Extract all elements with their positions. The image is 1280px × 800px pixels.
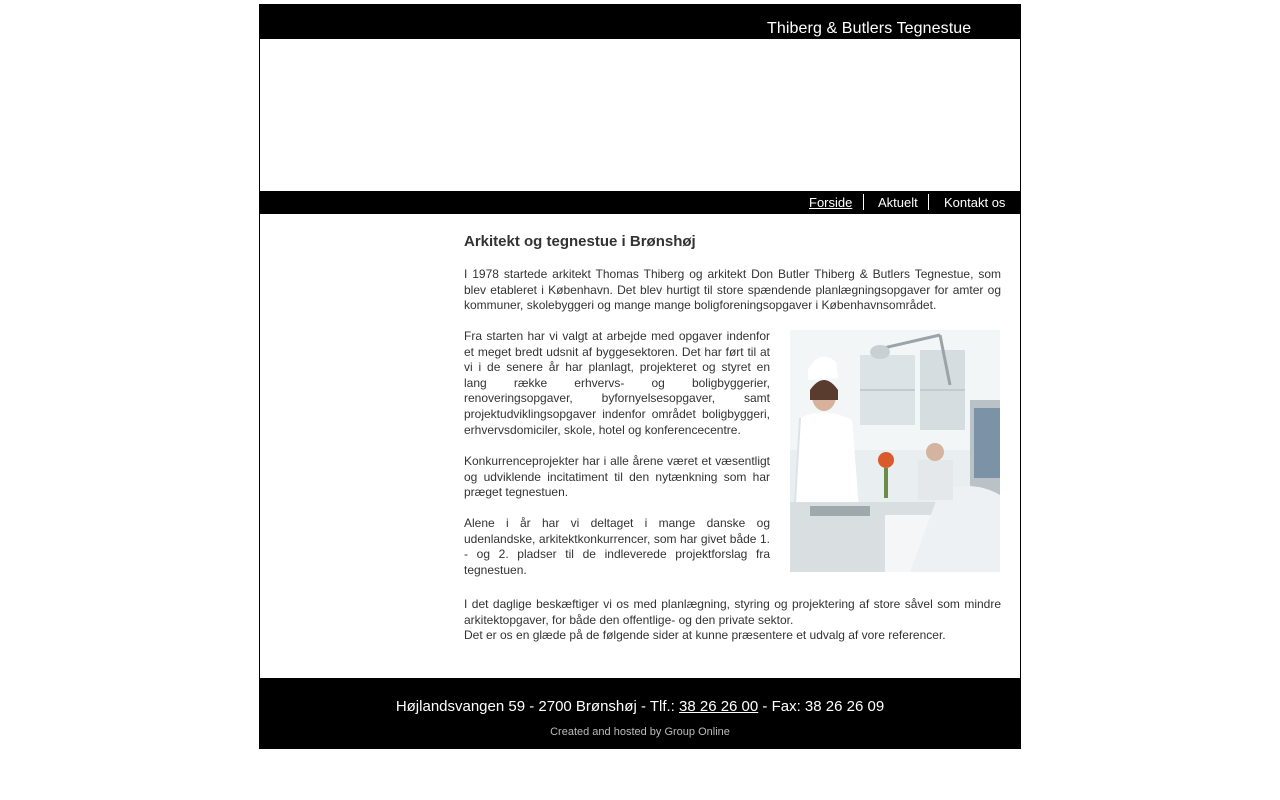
body-paragraph: Alene i år har vi deltaget i mange danske og udenlandske, arkitektkonkurrencer, som har givet både 1. - og 2. pladser til de indleverede projektforslag fra tegnestuen. [464, 516, 770, 577]
nav-bar [259, 191, 1021, 214]
credit-text: Created and hosted by Group Online [550, 726, 730, 738]
nav-link-aktuelt[interactable]: Aktuelt [878, 195, 918, 210]
nav-link-forside[interactable]: Forside [809, 195, 853, 210]
nav-divider [863, 194, 864, 210]
body-paragraph: I det daglige beskæftiger vi os med planlægning, styring og projektering af store såvel som mindre arkitektopgaver, for både den offentlige- og den private sektor. [464, 597, 1001, 627]
body-paragraph: Fra starten har vi valgt at arbejde med opgaver indenfor et meget bredt udsnit af byggesektoren. Det har ført til at vi i de senere år har planlagt, projekteret og styret en lang række erhvervs- og boligbyggerier, renoveringsopgaver, byfornyelsesopgaver, samt projektudviklingsopgaver indenfor området boligbyggeri, erhvervsdomiciler, skole, hotel og konferencecentre. [464, 329, 770, 437]
fax-text: - Fax: 38 26 26 09 [758, 698, 885, 715]
site-title: Thiberg & Butlers Tegnestue [767, 20, 972, 37]
body-paragraph: Det er os en glæde på de følgende sider at kunne præsentere et udvalg af vore referencer. [464, 628, 946, 642]
intro-paragraph: I 1978 startede arkitekt Thomas Thiberg og arkitekt Don Butler Thiberg & Butlers Tegnestue, som blev etableret i København. Det blev hurtigt til store spændende planlægningsopgaver for amter og kommuner, skolebyggeri og mange mange boligforeningsopgaver i Københavnsområdet. [464, 267, 1001, 313]
footer [259, 678, 1021, 749]
body-paragraph: Konkurrenceprojekter har i alle årene været et væsentligt og udviklende incitatiment til den nytænkning som har præget tegnestuen. [464, 454, 770, 500]
page-container [259, 4, 1021, 749]
office-photo [790, 330, 1000, 572]
nav-link-kontakt-os[interactable]: Kontakt os [944, 195, 1006, 210]
address-text: Højlandsvangen 59 - 2700 Brønshøj - Tlf.: [395, 698, 679, 715]
nav-divider [928, 194, 929, 210]
phone-link[interactable]: 38 26 26 00 [679, 698, 759, 715]
footer-address [259, 698, 1021, 715]
header-bar [259, 4, 1021, 39]
page-heading: Arkitekt og tegnestue i Brønshøj [464, 233, 696, 250]
